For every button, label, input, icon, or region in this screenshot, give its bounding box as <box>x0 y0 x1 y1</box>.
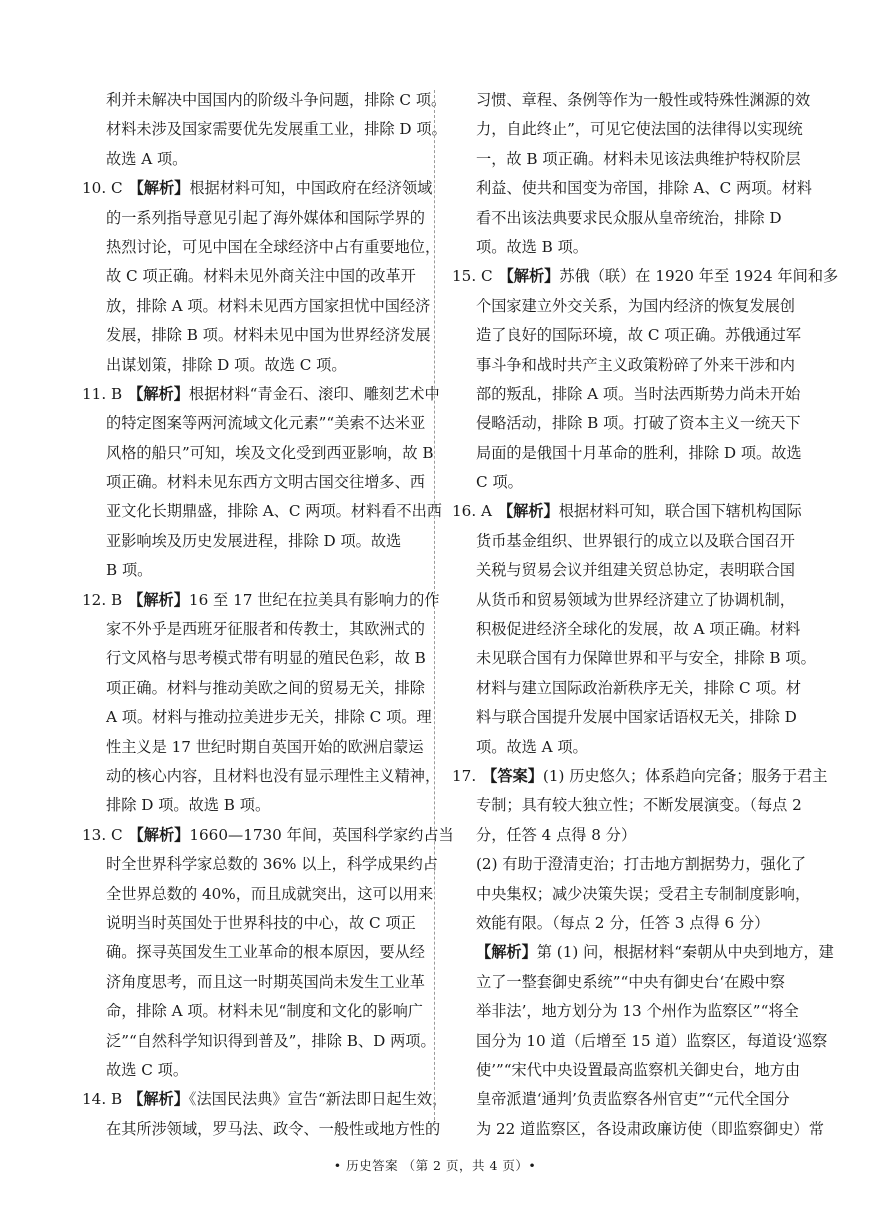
text-line: 热烈讨论，可见中国在全球经济中占有重要地位， <box>106 237 441 256</box>
text-line: 局面的是俄国十月革命的胜利，排除 D 项。故选 <box>476 443 802 462</box>
text-line: 动的核心内容，且材料也没有显示理性主义精神， <box>106 766 441 785</box>
text-line: 家不外乎是西班牙征服者和传教士，其欧洲式的 <box>106 620 425 639</box>
analysis-tag: 【解析】 <box>498 267 560 286</box>
text-line: 利益、使共和国变为帝国，排除 A、C 两项。材料 <box>476 179 812 198</box>
line-text: 苏俄（联）在 1920 年至 1924 年间和多 <box>559 267 839 286</box>
text-line: 从货币和贸易领域为世界经济建立了协调机制， <box>476 590 795 609</box>
text-line: 放，排除 A 项。材料未见西方国家担忧中国经济 <box>106 296 431 315</box>
analysis-tag: 【解析】 <box>128 179 190 198</box>
text-line: C 项。 <box>476 473 523 492</box>
line-text: 根据材料可知，联合国下辖机构国际 <box>558 502 802 521</box>
column-divider <box>434 90 435 1130</box>
text-line: 部的叛乱，排除 A 项。当时法西斯势力尚未开始 <box>476 384 801 403</box>
text-line: 发展，排除 B 项。材料未见中国为世界经济发展 <box>106 326 431 345</box>
analysis-tag: 【解析】 <box>128 1090 189 1109</box>
text-line: 确。探寻英国发生工业革命的根本原因，要从经 <box>106 943 425 962</box>
line-text: 根据材料可知，中国政府在经济领域 <box>189 179 433 198</box>
text-line: 举非法’，地方划分为 13 个州作为监察区”“将全 <box>476 1002 799 1021</box>
answer-number: 14. B <box>82 1090 123 1109</box>
text-line: 立了一整套御史系统”“中央有御史台‘在殿中察 <box>476 972 785 991</box>
answer-number: 13. C <box>82 825 123 844</box>
analysis-tag: 【解析】 <box>128 825 190 844</box>
text-line: 行文风格与思考模式带有明显的殖民色彩，故 B <box>106 649 426 668</box>
text-line: 货币基金组织、世界银行的成立以及联合国召开 <box>476 531 795 550</box>
text-line: 为 22 道监察区，各设肃政廉访使（即监察御史）常 <box>476 1119 824 1138</box>
text-line: A 项。材料与推动拉美进步无关，排除 C 项。理 <box>106 708 432 727</box>
text-line: 全世界总数的 40%，而且成就突出，这可以用来 <box>106 884 434 903</box>
line-text: 《法国民法典》宣告“新法即日起生效， <box>188 1090 448 1109</box>
text-line: 性主义是 17 世纪时期自英国开始的欧洲启蒙运 <box>106 737 424 756</box>
answer-number: 10. C <box>82 179 123 198</box>
text-line: 故 C 项正确。材料未见外商关注中国的改革开 <box>106 267 416 286</box>
text-line: 风格的船只”可知，埃及文化受到西亚影响，故 B <box>106 443 434 462</box>
analysis-tag: 【解析】 <box>128 590 189 609</box>
text-line: 材料与建立国际政治新秩序无关，排除 C 项。材 <box>476 678 802 697</box>
line-text: 第 (1) 问，根据材料“秦朝从中央到地方，建 <box>536 943 834 962</box>
text-line: 利并未解决中国国内的阶级斗争问题，排除 C 项。 <box>106 91 447 109</box>
text-line: 专制；具有较大独立性；不断发展演变。（每点 2 <box>476 796 802 815</box>
analysis-tag: 【解析】 <box>128 384 189 403</box>
text-line: 未见联合国有力保障世界和平与安全，排除 B 项。 <box>476 649 816 668</box>
text-line: 事斗争和战时共产主义政策粉碎了外来干涉和内 <box>476 355 795 374</box>
text-line: 项。故选 B 项。 <box>476 237 588 256</box>
text-line: 材料未涉及国家需要优先发展重工业，排除 D 项。 <box>106 120 447 139</box>
text-line: 关税与贸易会议并组建关贸总协定，表明联合国 <box>476 561 795 580</box>
text-line: 国分为 10 道（后增至 15 道）监察区，每道设‘巡察 <box>476 1031 828 1050</box>
text-line: 说明当时英国处于世界科技的中心，故 C 项正 <box>106 913 416 932</box>
right-column <box>452 86 839 1144</box>
line-text: 16 至 17 世纪在拉美具有影响力的作 <box>188 590 440 609</box>
text-line: 料与联合国提升发展中国家话语权无关，排除 D <box>476 708 797 727</box>
text-line: 命，排除 A 项。材料未见“制度和文化的影响广 <box>106 1002 423 1021</box>
text-line: 济角度思考，而且这一时期英国尚未发生工业革 <box>106 972 425 991</box>
text-line: 看不出该法典要求民众服从皇帝统治，排除 D <box>476 208 782 227</box>
text-line: 皇帝派遣‘通判’负责监察各州官吏”“元代全国分 <box>476 1090 790 1109</box>
text-line: 项正确。材料未见东西方文明古国交往增多、西 <box>106 473 425 492</box>
text-line: 泛”“自然科学知识得到普及”，排除 B、D 两项。 <box>106 1031 436 1050</box>
answer-item-line <box>82 586 440 615</box>
text-line: 一，故 B 项正确。材料未见该法典维护特权阶层 <box>476 149 801 168</box>
answer-number: 12. B <box>82 590 123 609</box>
text-line: 分，任答 4 点得 8 分） <box>476 825 637 844</box>
text-line: 力，自此终止”，可见它使法国的法律得以实现统 <box>476 120 803 139</box>
text-line: 效能有限。（每点 2 分，任答 3 点得 6 分） <box>476 913 770 932</box>
text-line: 亚影响埃及历史发展进程，排除 D 项。故选 <box>106 531 402 550</box>
analysis-tag: 【解析】 <box>497 502 559 521</box>
answer-number: 15. C <box>452 267 493 286</box>
text-line: 故选 A 项。 <box>106 149 188 168</box>
text-line: 使’”“宋代中央设置最高监察机关御史台，地方由 <box>476 1060 801 1079</box>
text-line: B 项。 <box>106 561 153 580</box>
text-line: 项。故选 A 项。 <box>476 737 588 756</box>
answer-number: 17. <box>452 766 477 785</box>
answer-number: 16. A <box>452 502 492 521</box>
text-line: 的特定图案等两河流域文化元素”“美索不达米亚 <box>106 414 426 433</box>
text-line: (2) 有助于澄清吏治；打击地方割据势力，强化了 <box>476 855 807 874</box>
text-line: 个国家建立外交关系，为国内经济的恢复发展创 <box>476 296 795 315</box>
answer-item-line <box>452 262 839 291</box>
text-line: 排除 D 项。故选 B 项。 <box>106 796 271 815</box>
answer-number: 11. B <box>82 384 123 403</box>
text-line: 出谋划策，排除 D 项。故选 C 项。 <box>106 355 347 374</box>
analysis-subheading-line <box>452 938 834 967</box>
left-column <box>82 86 454 1144</box>
text-line: 在其所涉领域，罗马法、政令、一般性或地方性的 <box>106 1119 441 1138</box>
text-line: 亚文化长期鼎盛，排除 A、C 两项。材料看不出西 <box>106 502 442 521</box>
page-footer: • 历史答案 （第 2 页，共 4 页）• <box>333 1158 537 1173</box>
text-line: 积极促进经济全球化的发展，故 A 项正确。材料 <box>476 620 801 639</box>
text-line: 侵略活动，排除 B 项。打破了资本主义一统天下 <box>476 414 801 433</box>
answer-item-line <box>452 497 802 526</box>
line-text: 1660—1730 年间，英国科学家约占当 <box>189 825 454 844</box>
text-line: 时全世界科学家总数的 36% 以上，科学成果约占 <box>106 855 438 874</box>
text-line: 项正确。材料与推动美欧之间的贸易无关，排除 <box>106 678 425 697</box>
line-text: 根据材料“青金石、滚印、雕刻艺术中 <box>188 384 440 403</box>
line-text: (1) 历史悠久；体系趋向完备；服务于君主 <box>542 766 828 785</box>
answer-item-line <box>82 1085 448 1114</box>
text-line: 习惯、章程、条例等作为一般性或特殊性渊源的效 <box>476 91 811 109</box>
answer-item-line <box>82 380 440 409</box>
text-line: 故选 C 项。 <box>106 1060 189 1079</box>
text-line: 造了良好的国际环境，故 C 项正确。苏俄通过军 <box>476 326 802 345</box>
answer-item-line <box>82 174 433 203</box>
answer-item-line <box>82 821 454 850</box>
analysis-tag: 【答案】 <box>482 766 543 785</box>
text-line: 的一系列指导意见引起了海外媒体和国际学界的 <box>106 208 425 227</box>
text-line: 中央集权；减少决策失误；受君主专制制度影响， <box>476 884 811 903</box>
analysis-tag: 【解析】 <box>476 943 537 962</box>
answer-item-line <box>452 762 828 791</box>
